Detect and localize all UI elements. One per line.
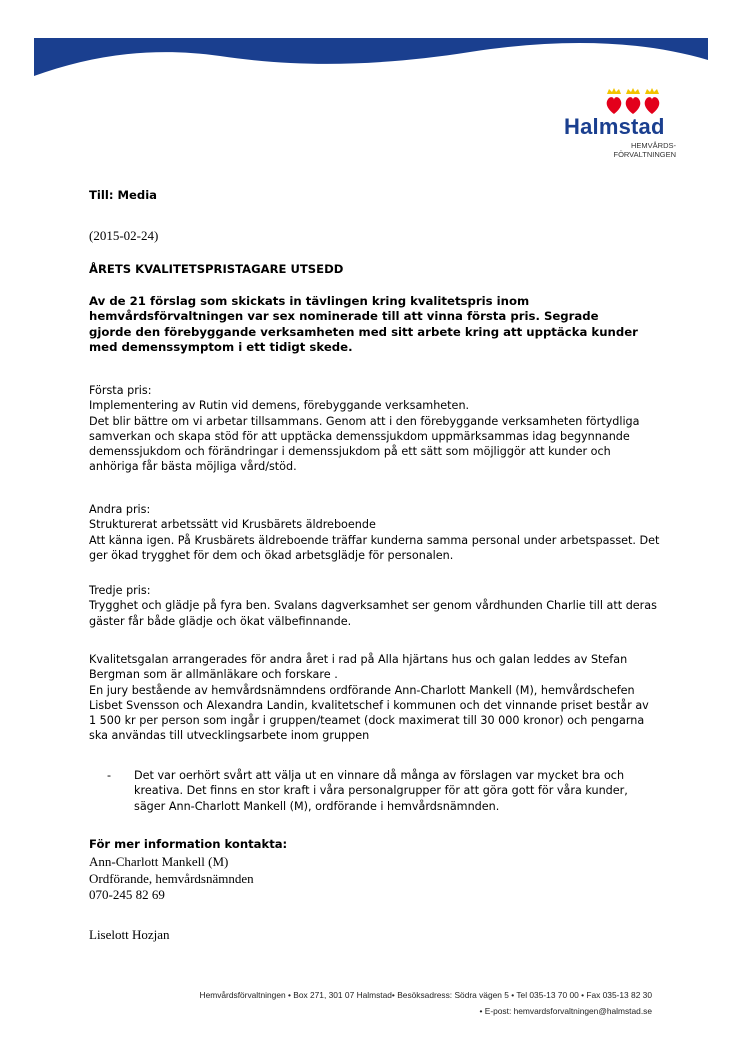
logo-subtitle	[566, 141, 676, 159]
contact-block	[89, 854, 254, 904]
quote-line: kreativa. Det finns en stor kraft i våra personalgrupper för att göra gott för våra kunder,	[134, 784, 628, 798]
header-wave-banner	[0, 0, 746, 90]
press-title: ÅRETS KVALITETSPRISTAGARE UTSEDD	[89, 262, 344, 276]
halmstad-logo	[560, 86, 680, 176]
gala-line: ska användas till utvecklingsarbete inom gruppen	[89, 729, 370, 743]
lead-line: Av de 21 förslag som skickats in tävlingen kring kvalitetspris inom	[89, 294, 530, 308]
contact-phone: 070-245 82 69	[89, 887, 165, 902]
quote-bullet-dash: -	[107, 769, 112, 782]
lead-line: gjorde den förebyggande verksamheten med sitt arbete kring att upptäcka kunder	[89, 324, 638, 339]
contact-name: Ann-Charlott Mankell (M)	[89, 854, 229, 869]
first-prize-line: Implementering av Rutin vid demens, förebyggande verksamheten.	[89, 399, 470, 413]
gala-line: Lisbet Svensson och Alexandra Landin, kvalitetschef i kommunen och det vinnande priset består av	[89, 698, 649, 712]
first-prize-line: demenssjukdom och förändringar i demenssjukdom på ett sätt som möjliggör att kunder och	[89, 445, 611, 459]
date-line: (2015-02-24)	[89, 228, 159, 243]
lead-paragraph	[89, 294, 669, 356]
third-prize-section	[89, 583, 669, 629]
first-prize-section	[89, 383, 669, 475]
gala-line: 1 500 kr per person som ingår i gruppen/teamet (dock maximerat till 30 000 kronor) och pengarna	[89, 714, 645, 728]
first-prize-line: anhöriga får bästa möjliga vård/stöd.	[89, 460, 297, 474]
lead-line: med demenssymptom i ett tidigt skede.	[89, 340, 353, 355]
first-prize-heading: Första pris:	[89, 384, 152, 397]
first-prize-line: samverkan och skapa stöd för att upptäcka demenssjukdom uppmärksammas idag begynnande	[89, 429, 630, 443]
first-prize-line: Det blir bättre om vi arbetar tillsammans. Genom att i den förebyggande verksamheten förtydliga	[89, 414, 640, 428]
contact-second-name: Liselott Hozjan	[89, 927, 170, 942]
gala-line: Bergman som är allmänläkare och forskare .	[89, 668, 338, 682]
quote-line: Det var oerhört svårt att välja ut en vinnare då många av förslagen var mycket bra och	[134, 769, 625, 782]
lead-line: hemvårdsförvaltningen var sex nominerade till att vinna första pris. Segrade	[89, 309, 599, 324]
gala-line: En jury bestående av hemvårdsnämndens ordförande Ann-Charlott Mankell (M), hemvårdschefen	[89, 683, 635, 697]
gala-section	[89, 652, 669, 744]
third-prize-heading: Tredje pris:	[89, 584, 151, 597]
recipient-line: Till: Media	[89, 188, 158, 202]
footer-address: Hemvårdsförvaltningen • Box 271, 301 07 Halmstad• Besöksadress: Södra vägen 5 • Tel 035-13 70 00 • Fax 035-13 82 30	[199, 990, 652, 1000]
logo-subtitle-line: HEMVÅRDS-	[630, 141, 676, 150]
second-prize-line: Strukturerat arbetssätt vid Krusbärets äldreboende	[89, 518, 376, 532]
logo-wordmark: Halmstad	[564, 114, 665, 139]
quote-block	[134, 768, 674, 814]
second-prize-line: Att känna igen. På Krusbärets äldreboende träffar kunderna samma personal under arbetspasset. Det	[89, 533, 660, 547]
footer-email: • E-post: hemvardsforvaltningen@halmstad.se	[479, 1006, 652, 1016]
second-prize-section	[89, 502, 669, 563]
quote-line: säger Ann-Charlott Mankell (M), ordförande i hemvårdsnämnden.	[134, 799, 500, 813]
third-prize-line: gäster får både glädje och ökat välbefinnande.	[89, 614, 352, 628]
logo-subtitle-line: FÖRVALTNINGEN	[613, 150, 676, 159]
second-prize-heading: Andra pris:	[89, 503, 151, 516]
gala-line: Kvalitetsgalan arrangerades för andra året i rad på Alla hjärtans hus och galan leddes av Stefan	[89, 653, 628, 666]
third-prize-line: Trygghet och glädje på fyra ben. Svalans dagverksamhet ser genom vårdhunden Charlie till att deras	[89, 599, 657, 613]
contact-heading: För mer information kontakta:	[89, 837, 288, 851]
contact-role: Ordförande, hemvårdsnämnden	[89, 870, 254, 886]
second-prize-line: ger ökad trygghet för dem och ökad arbetsglädje för personalen.	[89, 548, 454, 562]
